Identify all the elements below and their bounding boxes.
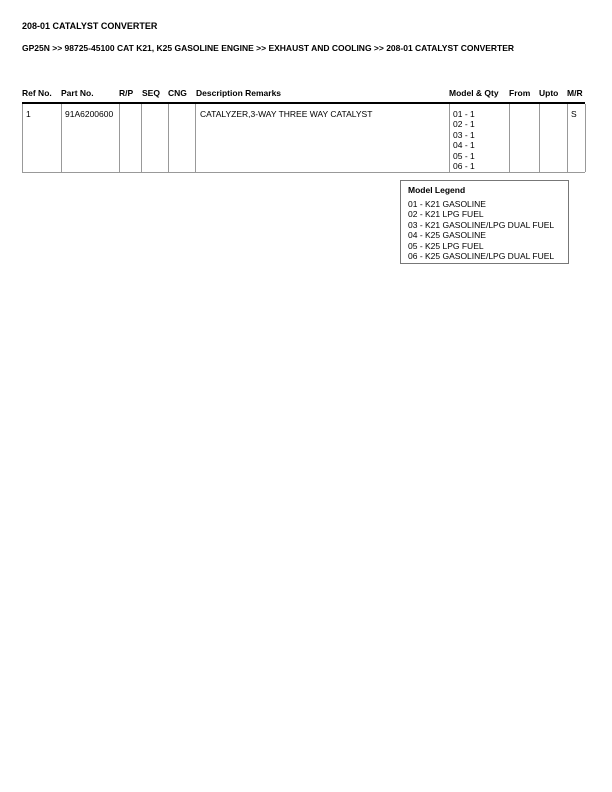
model-qty-line: 03 - 1 xyxy=(453,129,475,140)
legend-item: 03 - K21 GASOLINE/LPG DUAL FUEL xyxy=(408,219,555,230)
header-description: Description Remarks xyxy=(196,88,282,98)
cell-description: CATALYZER,3-WAY THREE WAY CATALYST xyxy=(196,104,450,172)
model-qty-line: 06 - 1 xyxy=(453,161,475,172)
page-title: 208-01 CATALYST CONVERTER xyxy=(22,21,158,31)
table-header xyxy=(22,88,585,100)
cell-part-no: 91A6200600 xyxy=(62,104,120,172)
table-row xyxy=(22,104,585,173)
model-qty-line: 04 - 1 xyxy=(453,140,475,151)
cell-rp xyxy=(120,104,142,172)
cell-ref-no: 1 xyxy=(23,104,62,172)
header-model-qty: Model & Qty xyxy=(449,88,499,98)
header-cng: CNG xyxy=(168,88,187,98)
model-qty-line: 05 - 1 xyxy=(453,150,475,161)
header-part-no: Part No. xyxy=(61,88,94,98)
header-from: From xyxy=(509,88,531,98)
model-legend xyxy=(400,180,569,264)
cell-model-qty xyxy=(450,104,510,172)
header-ref-no: Ref No. xyxy=(22,88,52,98)
legend-item: 04 - K25 GASOLINE xyxy=(408,230,486,241)
cell-mr: S xyxy=(568,104,586,172)
cell-from xyxy=(510,104,540,172)
header-mr: M/R xyxy=(567,88,583,98)
model-qty-line: 02 - 1 xyxy=(453,119,475,130)
legend-item: 01 - K21 GASOLINE xyxy=(408,199,486,209)
header-seq: SEQ xyxy=(142,88,160,98)
cell-cng xyxy=(169,104,196,172)
cell-upto xyxy=(540,104,568,172)
legend-item: 05 - K25 LPG FUEL xyxy=(408,240,484,251)
legend-title: Model Legend xyxy=(408,185,466,195)
cell-seq xyxy=(142,104,169,172)
breadcrumb: GP25N >> 98725-45100 CAT K21, K25 GASOLINE ENGINE >> EXHAUST AND COOLING >> 208-01 CATALYST CONVERTER xyxy=(22,43,515,53)
legend-item: 06 - K25 GASOLINE/LPG DUAL FUEL xyxy=(408,251,555,262)
header-upto: Upto xyxy=(539,88,559,98)
legend-item: 02 - K21 LPG FUEL xyxy=(408,209,484,220)
header-rp: R/P xyxy=(119,88,134,98)
model-qty-line: 01 - 1 xyxy=(453,109,475,119)
